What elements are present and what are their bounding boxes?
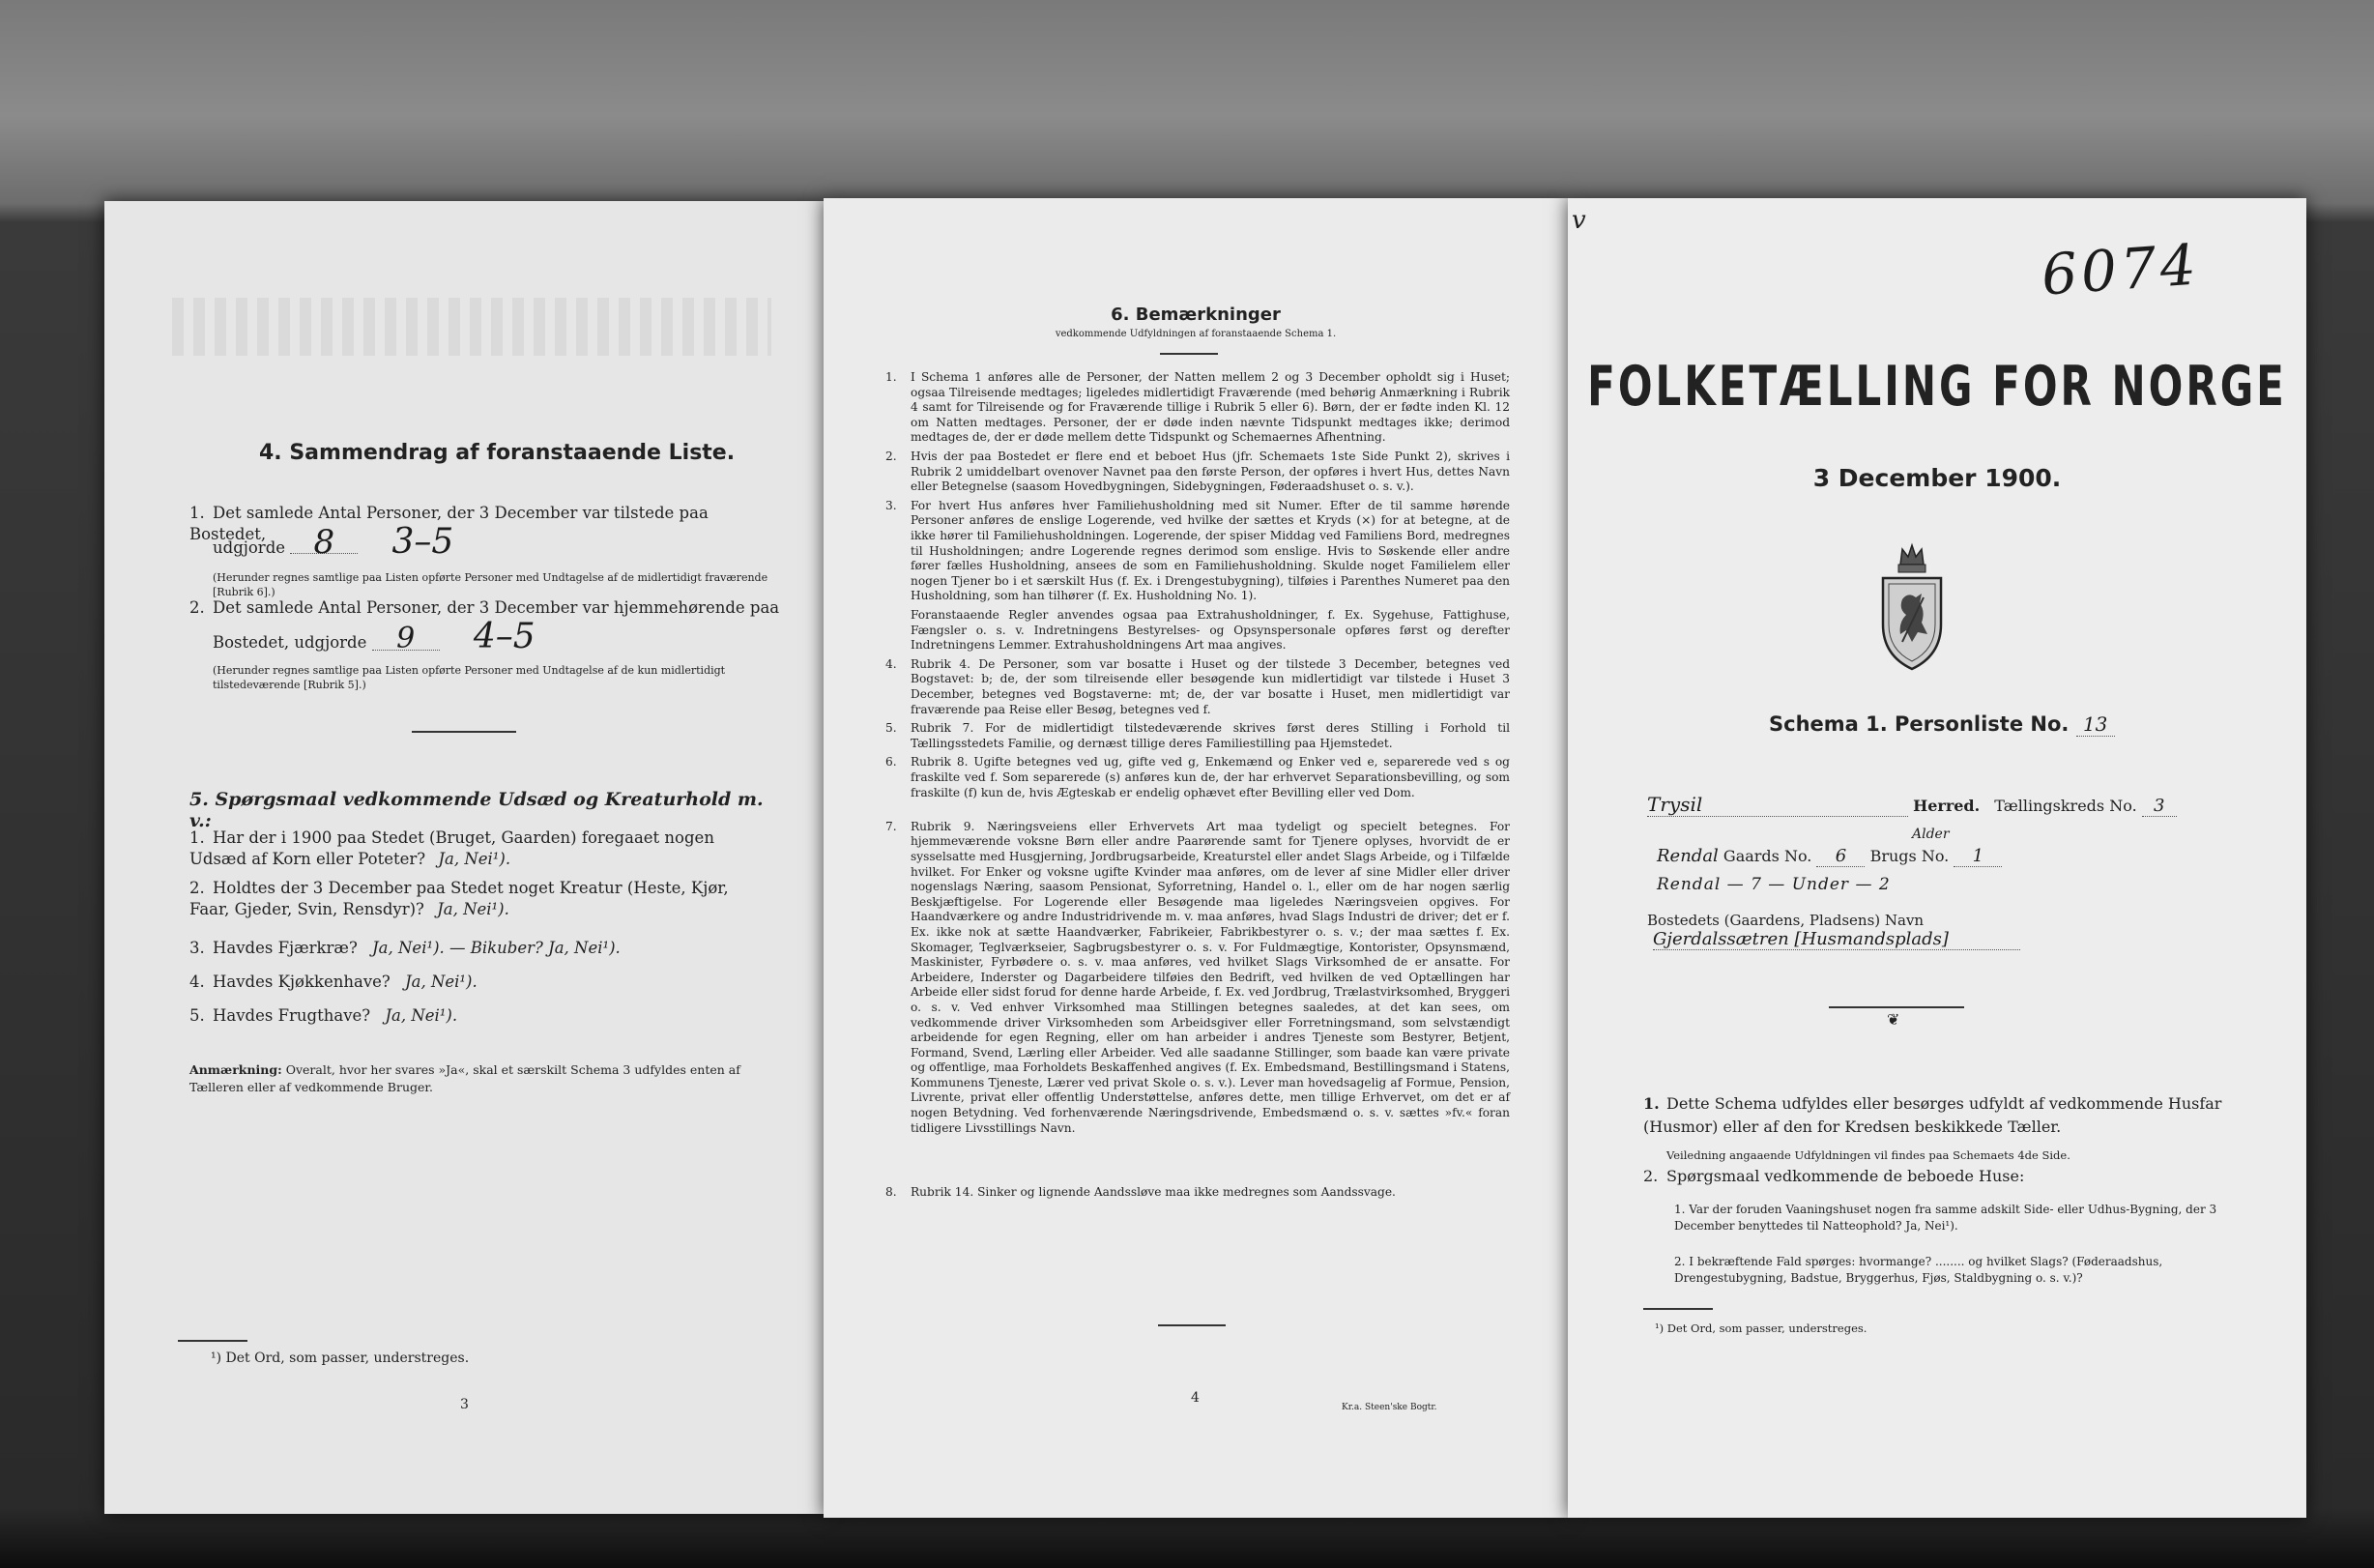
remark-text: Rubrik 14. Sinker og lignende Aandssløve maa ikke medregnes som Aandssvage.: [911, 1185, 1396, 1200]
remark-item: [885, 755, 1510, 800]
remark-item: [885, 1185, 1510, 1201]
section-5-title: 5. Spørgsmaal vedkommende Udsæd og Kreaturhold m. v.:: [189, 789, 764, 831]
remark-number: 5.: [885, 721, 897, 736]
herred-line: [1647, 793, 2266, 817]
footnote-rule: [1643, 1308, 1713, 1310]
krets-label: Tællingskreds No.: [1994, 797, 2137, 815]
remark-text: Rubrik 9. Næringsveiens eller Erhvervets Art maa tydeligt og specielt betegnes. For hjemmeværende voksne Børn eller andre Paarørende samt for Tjenere oplyses, hvorvidt de er sysselsatte med Husgjerning, Jordbrugsarbeide, Kreaturstel eller andet Slags Arbeide, og i Tilfælde hvilket. For Enker og voksne ugifte Kvinder maa anføres, om de lever af sine Midler eller driver nogenslags Næring, saasom Pensionat, Syforretning, Handel o. l., eller om de har nogen særlig Beskjæftigelse. For Logerende eller Besøgende maa ligeledes Næringsveien opgives. For Haandværkere og andre Industridrivende m. v. maa anføres, hvad Slags Industri de driver; det er f. Ex. ikke nok at sætte Haandværker, Fabrikeier, Fabrikbestyrer o. s. v.; der maa sættes f. Ex. Skomager, Teglværkseier, Sagbrugsbestyrer o. s. v. For Fuldmægtige, Kontorister, Opsynsmænd, Maskinister, Fyrbødere o. s. v. maa anføres, ved hvilket Slags Virksomhed de er ansatte. For Arbeidere, Inderster og Dagarbeidere tilføies den Bedrift, ved hvilken de ved Optællingen har Arbeide eller sidst forud for denne harde Arbeide, f. Ex. ved Jordbrug, Trælastvirksomhed, Bryggeri o. s. v. Ved enhver Virksomhed maa Stillingen betegnes saaledes, at det kan sees, om vedkommende driver Virksomheden som Arbeidsgiver eller Forretningsmand, som selvstændigt arbeidende for egen Regning, eller om han arbeider i andres Tjeneste som Bestyrer, Betjent, Formand, Svend, Lærling eller Arbeider. Ved alle saadanne Stillinger, som baade kan være private og offentlige, maa Forholdets Beskaffenhed angives (f. Ex. Embedsmand, Bestillingsmand i Statens, Kommunens Tjeneste, Lærer ved privat Skole o. s. v.). Lever man hovedsagelig af Formue, Pension, Livrente, privat eller offentlig Understøttelse, anføres dette, men tillige Erhvervet, om det er af nogen Betydning. Ved forhenværende Næringsdrivende, Embedsmænd o. s. v. sættes »fv.« foran tidligere Livsstillings Navn.: [911, 819, 1510, 1135]
remark-number: 2.: [885, 450, 897, 463]
census-title: FOLKETÆLLING FOR NORGE: [1587, 354, 2287, 419]
brug-label: Brugs No.: [1869, 847, 1950, 865]
gaard-label: Gaards No.: [1723, 847, 1812, 865]
summary-q2-handwritten: 4–5: [473, 617, 536, 656]
personliste-number: 13: [2076, 712, 2115, 737]
remark-text: Rubrik 4. De Personer, som var bosatte i Huset og der tilstede 3 December, betegnes ved Bogstavet: b; de, der som tilreisende eller besøgende kun midlertidigt var tilstede i Huset 3 December, betegnes ved Bogstaverne: mt; de, der var bosatte i Huset, men midlertidigt var fraværende paa Reise eller Besøg, betegnes ved f.: [911, 656, 1510, 716]
question-2: 2. Holdtes der 3 December paa Stedet noget Kreatur (Heste, Kjør, Faar, Gjeder, Svin, Rensdyr)? Ja, Nei¹).: [189, 879, 729, 918]
cover-page: [1568, 198, 2306, 1518]
page-3: [104, 201, 825, 1514]
remark-item: [885, 450, 1510, 495]
remark-number: 4.: [885, 656, 897, 671]
bosted-line: [1647, 912, 2266, 950]
remark-item: [911, 608, 1510, 653]
remark-item: [885, 819, 1510, 1136]
section-6-subtitle: vedkommende Udfyldningen af foranstaaende Schema 1.: [1055, 329, 1337, 339]
krets-value: 3: [2142, 796, 2177, 817]
gaard-line-2-handwritten: Rendal — 7 — Under — 2: [1657, 875, 1891, 894]
section-6-title: 6. Bemærkninger: [1111, 305, 1281, 325]
remark-item: [885, 370, 1510, 446]
question-5: 5. Havdes Frugthave? Ja, Nei¹).: [189, 1006, 458, 1025]
brug-value: 1: [1954, 846, 2002, 867]
section-4-title: 4. Sammendrag af foranstaaende Liste.: [259, 441, 736, 465]
remark-label: Anmærkning:: [189, 1062, 282, 1077]
remark-text: For hvert Hus anføres hver Familiehusholdning med sit Numer. Efter de til samme hørende Personer anføres de enslige Logerende, ved hvilke der sættes et Kryds (×) for at betegne, at de ikke hører til Familiehusholdningen. Logerende, der spiser Middag ved Familiens Bord, medregnes til Husholdningen; andre Logerende regnes derimod som enslige. Hvis to Søskende eller andre fører fælles Husholdning, ansees de som en Familiehusholdning. Skulde noget Familielem eller nogen Tjener bo i et særskilt Hus (f. Ex. i Drengestubygning), tilføies i Parenthes Numeret paa den Husholdning, som han tilhører (f. Ex. Husholdning No. 1).: [911, 498, 1510, 603]
herred-label: Herred.: [1913, 797, 1981, 815]
summary-q2-label: Bostedet, udgjorde: [213, 633, 367, 652]
printer-mark: Kr.a. Steen'ske Bogtr.: [1342, 1403, 1437, 1412]
brug-above-note: Alder: [1912, 827, 1950, 842]
remark-number: 3.: [885, 498, 897, 512]
summary-q2-text: Det samlede Antal Personer, der 3 December var hjemmehørende paa: [213, 598, 780, 617]
remark-number: 8.: [885, 1185, 897, 1200]
census-date: 3 December 1900.: [1812, 464, 2062, 492]
divider: [1160, 353, 1218, 355]
remark-item: [885, 721, 1510, 751]
archive-number: 6074: [2039, 231, 2202, 308]
summary-q2-note: (Herunder regnes samtlige paa Listen opførte Personer med Undtagelse af de kun midlertidigt tilstedeværende [Rubrik 5].): [213, 664, 726, 691]
summary-item-2-answer: [189, 617, 789, 656]
footnote-rule: [178, 1340, 247, 1342]
question-4: 4. Havdes Kjøkkenhave? Ja, Nei¹).: [189, 973, 478, 991]
divider-bottom: [1158, 1324, 1226, 1326]
footnote: ¹) Det Ord, som passer, understreges.: [211, 1350, 470, 1366]
footnote: ¹) Det Ord, som passer, understreges.: [1655, 1321, 1867, 1335]
remark-item: [885, 656, 1510, 717]
bosted-value: Gjerdalssætren [Husmandsplads]: [1653, 929, 2020, 950]
question-2-answer: Ja, Nei¹).: [437, 900, 509, 918]
summary-q1-label: udgjorde: [213, 538, 286, 557]
remark-text: Rubrik 7. For de midlertidigt tilstedeværende skrives først deres Stilling i Forhold til Tællingsstedets Familie, og dernæst tillige deres Familiestilling paa Hjemstedet.: [911, 721, 1510, 750]
bleed-through-text: [172, 298, 771, 356]
remark-text: Hvis der paa Bostedet er flere end et beboet Hus (jfr. Schemaets 1ste Side Punkt 2), skrives i Rubrik 2 umiddelbart ovenover Navnet paa den første Person, der opføres i hvert Hus, dettes Navn eller Betegnelse (saasom Hovedbygningen, Sidebygningen, Føderaadshuset o. s. v.).: [911, 450, 1510, 494]
page-4: [824, 198, 1568, 1518]
instruction-1: 1. Dette Schema udfyldes eller besørges udfyldt af vedkommende Husfar (Husmor) eller af den for Kredsen beskikkede Tæller.: [1643, 1094, 2222, 1136]
corner-check-mark: v: [1572, 206, 1586, 235]
divider: [412, 731, 516, 733]
remark-number: 6.: [885, 755, 897, 769]
summary-item-1: 1. Det samlede Antal Personer, der 3 December var tilstede paa Bostedet,: [189, 504, 709, 543]
gaard-prefix: Rendal: [1657, 846, 1719, 866]
question-4-answer: Ja, Nei¹).: [405, 973, 478, 991]
instruction-note: Veiledning angaaende Udfyldningen vil findes paa Schemaets 4de Side.: [1666, 1148, 2070, 1162]
remark-text: Overalt, hvor her svares »Ja«, skal et særskilt Schema 3 udfyldes enten af Tælleren eller af vedkommende Bruger.: [189, 1062, 740, 1094]
summary-q1-note: (Herunder regnes samtlige paa Listen opførte Personer med Undtagelse af de midlertidigt fraværende [Rubrik 6].): [213, 571, 768, 598]
ornament-icon: ❦: [1887, 1010, 1900, 1029]
norwegian-coat-of-arms-icon: [1873, 541, 1951, 677]
herred-value: Trysil: [1647, 793, 1908, 817]
summary-q2-value: 9: [372, 628, 440, 651]
summary-q1-handwritten: 3–5: [391, 522, 454, 562]
remark-number: 7.: [885, 819, 897, 833]
remark-item: [885, 498, 1510, 604]
house-question-2: 2. I bekræftende Fald spørges: hvormange? ........ og hvilket Slags? (Føderaadshus, Drengestubygning, Badstue, Bryggerhus, Fjøs, Staldbygning o. s. v.)?: [1674, 1255, 2163, 1285]
summary-item-2: 2. Det samlede Antal Personer, der 3 December var hjemmehørende paa: [189, 598, 780, 617]
house-question-1: 1. Var der foruden Vaaningshuset nogen fra samme adskilt Side- eller Udhus-Bygning, der 3 December benyttedes til Natteophold? Ja, Nei¹).: [1674, 1203, 2217, 1233]
page-number: 4: [1191, 1390, 1200, 1406]
remark-text: I Schema 1 anføres alle de Personer, der Natten mellem 2 og 3 December opholdt sig i Huset; ogsaa Tilreisende medtages; ligeledes midlertidigt Fraværende (med behørig Anmærkning i Rubrik 4 samt for Tilreisende og for Fraværende tillige i Rubrik 5 eller 6). Børn, der er fødte inden Kl. 12 om Natten medtages. Personer, der er døde inden nævnte Tidspunkt medtages ikke; derimod medtages de, der er døde mellem dette Tidspunkt og Schemaernes Afhentning.: [911, 370, 1510, 445]
remark-number: 1.: [885, 370, 897, 384]
bosted-label: Bostedets (Gaardens, Pladsens) Navn: [1647, 912, 1925, 929]
question-3-answer: Ja, Nei¹). — Bikuber? Ja, Nei¹).: [372, 939, 621, 957]
instruction-2: 2. Spørgsmaal vedkommende de beboede Huse:: [1643, 1167, 2025, 1185]
question-1-answer: Ja, Nei¹).: [438, 850, 511, 868]
question-3: 3. Havdes Fjærkræ? Ja, Nei¹). — Bikuber? Ja, Nei¹).: [189, 939, 621, 957]
remark-text: Rubrik 8. Ugifte betegnes ved ug, gifte ved g, Enkemænd og Enker ved e, separerede ved s og fraskilte ved f. Som separerede (s) anføres kun de, der har erhvervet Separationsbevilling, og som fraskilte (f) kun de, hvis Ægteskab er endelig ophævet efter Bevilling eller ved Dom.: [911, 755, 1510, 799]
page-number: 3: [460, 1397, 469, 1412]
question-1: 1. Har der i 1900 paa Stedet (Bruget, Gaarden) foregaaet nogen Udsæd af Korn eller Poteter? Ja, Nei¹).: [189, 828, 714, 868]
summary-q1-text: Det samlede Antal Personer, der 3 December var tilstede paa Bostedet,: [189, 504, 709, 543]
question-5-answer: Ja, Nei¹).: [385, 1006, 458, 1025]
ornament-rule: [1829, 1006, 1964, 1008]
schema-personliste: Schema 1. Personliste No. 13: [1769, 712, 2115, 737]
summary-q1-value: 8: [290, 532, 358, 554]
gaard-line: [1647, 846, 2266, 867]
remark: [189, 1061, 769, 1096]
gaard-value: 6: [1816, 846, 1865, 867]
remark-text: Foranstaaende Regler anvendes ogsaa paa Extrahusholdninger, f. Ex. Sygehuse, Fattighuse, Fængsler o. s. v. Indretningens Bestyrelses- og Opsynspersonale opføres først og derefter Indretningens Lemmer. Extrahusholdningens Art maa angives.: [911, 608, 1510, 653]
